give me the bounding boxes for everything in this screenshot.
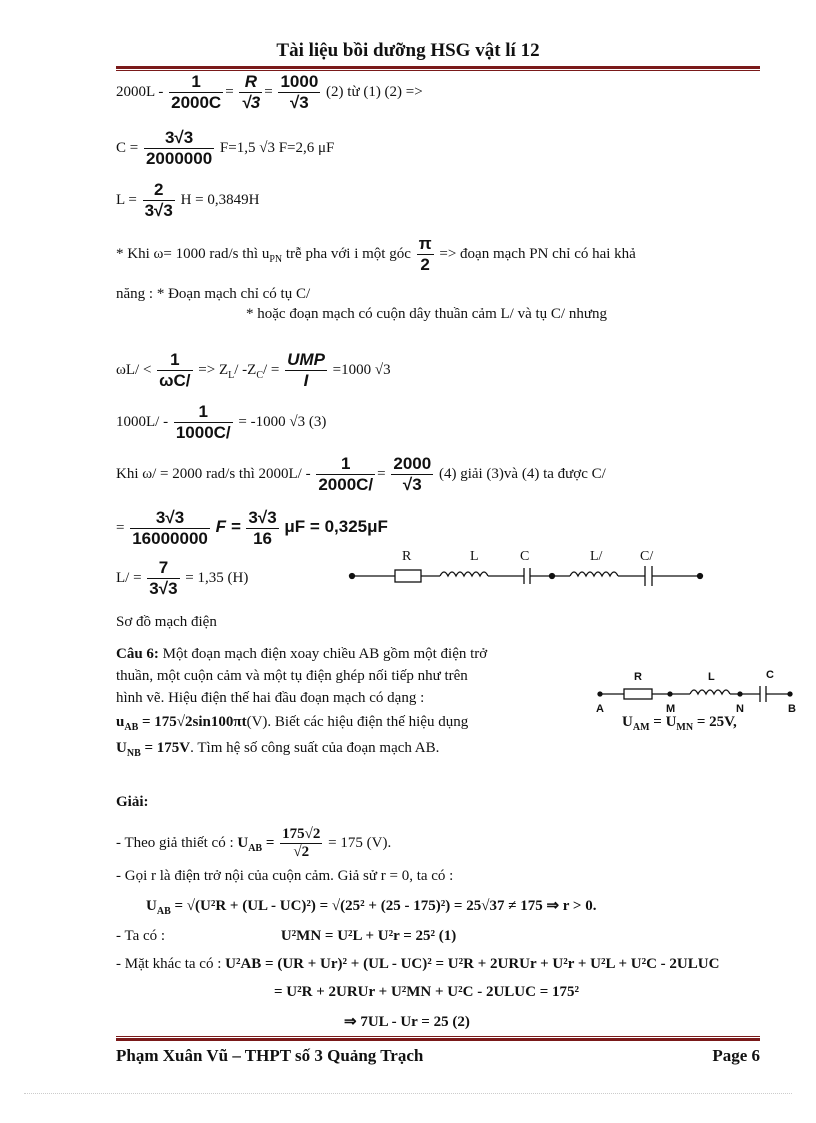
- circuit-diagram-2: [590, 664, 805, 716]
- question-6-line-3: hình vẽ. Hiệu điện thế hai đầu đoạn mạch có dạng :: [116, 690, 425, 706]
- eq-text: 2000L -: [116, 83, 164, 100]
- label-L-prime: L/: [590, 549, 603, 564]
- fraction: $\frac{3√3}{2000000}$: [145, 128, 213, 168]
- label-L: L: [470, 549, 479, 564]
- label-C2: C: [766, 669, 774, 681]
- question-6-line-4: $u_{AB} = 175√2\sin 100\pi t(V)$. Biết các hiệu điện thế hiệu dụng: [116, 714, 469, 733]
- question-6-line-1: Câu 6: Một đoạn mạch điện xoay chiều AB gồm một điện trở: [116, 646, 488, 662]
- text-line-12: Sơ đồ mạch điện: [116, 614, 217, 630]
- label-L2: L: [708, 671, 715, 683]
- footer-page-number: Page 6: [712, 1046, 760, 1065]
- fraction: $\frac{3√3}{16000000}$: [132, 508, 208, 548]
- label-M: M: [666, 703, 676, 715]
- fraction: $\frac{175√2}{√2}$: [282, 826, 321, 860]
- label-A: A: [596, 703, 604, 715]
- equation-line-3: L = $\frac{2}{3√3}$ H = 0,3849H: [116, 180, 260, 220]
- fraction: $\frac{1}{1000C/}$: [175, 402, 231, 442]
- fraction: $\frac{1000}{√3}$: [280, 72, 319, 112]
- equation-line-7: ωL/ < $\frac{1}{\omega C/}$ => $Z_L/$ $-Z_C/$ = UMP I =1000 √3: [116, 350, 391, 390]
- paragraph-khi: * Khi ω= 1000 rad/s thì $u_{PN}$ trễ pha với i một góc $\frac{\pi}{2}$ => đoạn mạch PN chỉ có hai khả: [116, 234, 636, 274]
- fraction: $\frac{1}{2000C}$: [171, 72, 222, 112]
- label-C-prime: C/: [640, 549, 654, 564]
- equation-line-8: 1000L/ - $\frac{1}{1000C/}$ = -1000 √3 (3): [116, 402, 327, 442]
- solution-line-7: ⇒ 7UL - Ur = 25 (2): [344, 1014, 470, 1030]
- text-line-5: năng : * Đoạn mạch chỉ có tụ C/: [116, 286, 311, 302]
- footer-author: Phạm Xuân Vũ – THPT số 3 Quảng Trạch: [116, 1046, 424, 1065]
- fraction: $\frac{R}{√3}$: [241, 72, 261, 112]
- question-6-line-4-right: $U_{AM} = U_{MN} = 25V$,: [622, 714, 737, 733]
- equation-line-10: = $\frac{3√3}{16000000}$ F = $\frac{3√3}{16}$ μF = 0,325μF: [116, 508, 388, 548]
- solution-line-2: - Gọi r là điện trở nội của cuộn cảm. Giả sử r = 0, ta có :: [116, 868, 454, 884]
- page-bottom-dotted-line: [24, 1093, 792, 1094]
- footer-rule-thin: [116, 1036, 760, 1037]
- equation-line-11: L/ = $\frac{7}{3√3}$ = 1,35 (H): [116, 558, 249, 598]
- label-B: B: [788, 703, 796, 715]
- solution-line-5: - Mặt khác ta có : U²AB = (UR + Ur)² + (UL - UC)² = U²R + 2URUr + U²r + U²L + U²C - 2ULUC: [116, 956, 720, 972]
- fraction: $\frac{7}{3√3}$: [149, 558, 178, 598]
- fraction: $\frac{\pi}{2}$: [418, 234, 432, 274]
- page-header-title: Tài liệu bồi dưỡng HSG vật lí 12: [276, 40, 540, 61]
- question-6-line-2: thuần, một cuộn cảm và một tụ điện ghép nối tiếp như trên: [116, 668, 468, 684]
- fraction: $\frac{1}{\omega C/}$: [159, 350, 191, 390]
- circuit-diagram-1: [340, 546, 720, 592]
- label-R2: R: [634, 671, 642, 683]
- question-6-line-5: $U_{NB} = 175V$. Tìm hệ số công suất của đoạn mạch AB.: [116, 740, 440, 759]
- eq-text: (2) từ (1) (2) =>: [326, 83, 423, 100]
- fraction: $\frac{2}{3√3}$: [144, 180, 173, 220]
- label-N: N: [736, 703, 744, 715]
- header-rule: [116, 66, 760, 69]
- text-line-6: * hoặc đoạn mạch có cuộn dây thuần cảm L/ và tụ C/ nhưng: [246, 306, 607, 322]
- equation-line-9: Khi ω/ = 2000 rad/s thì 2000L/ - $\frac{1}{2000C/}$ = $\frac{2000}{√3}$ (4) giải (3)và (4) ta được C/: [116, 454, 606, 494]
- fraction: $\frac{1}{2000C/}$: [318, 454, 374, 494]
- solution-line-1: - Theo giả thiết có : $U_{AB}$ = $\frac{175√2}{√2}$ = 175 (V).: [116, 826, 392, 860]
- solution-line-3: $U_{AB} = √(U^2R + (UL - UC)^2) = √(25^2 + (25 - 175)^2) = 25√37 \ne 175$ ⇒ r > 0.: [146, 898, 597, 917]
- solution-line-4: - Ta có : U²MN = U²L + U²r = 25² (1): [116, 928, 457, 944]
- footer-rule: [116, 1038, 760, 1041]
- label-C: C: [520, 549, 530, 564]
- fraction: $\frac{3√3}{16}$: [248, 508, 277, 548]
- solution-line-6: = U²R + 2URUr + U²MN + U²C - 2ULUC = 175²: [274, 984, 580, 1000]
- label-R: R: [402, 549, 412, 564]
- fraction: $\frac{2000}{√3}$: [393, 454, 432, 494]
- solution-heading: Giải:: [116, 794, 149, 810]
- equation-line-1: 2000L - $\frac{1}{2000C}$ = $\frac{R}{√3}$ = $\frac{1000}{√3}$ (2) từ (1) (2) =>: [116, 72, 423, 112]
- fraction: UMP I: [287, 350, 325, 390]
- header-rule-thin: [116, 70, 760, 71]
- equation-line-2: C = $\frac{3√3}{2000000}$ F=1,5 √3 F=2,6 μF: [116, 128, 335, 168]
